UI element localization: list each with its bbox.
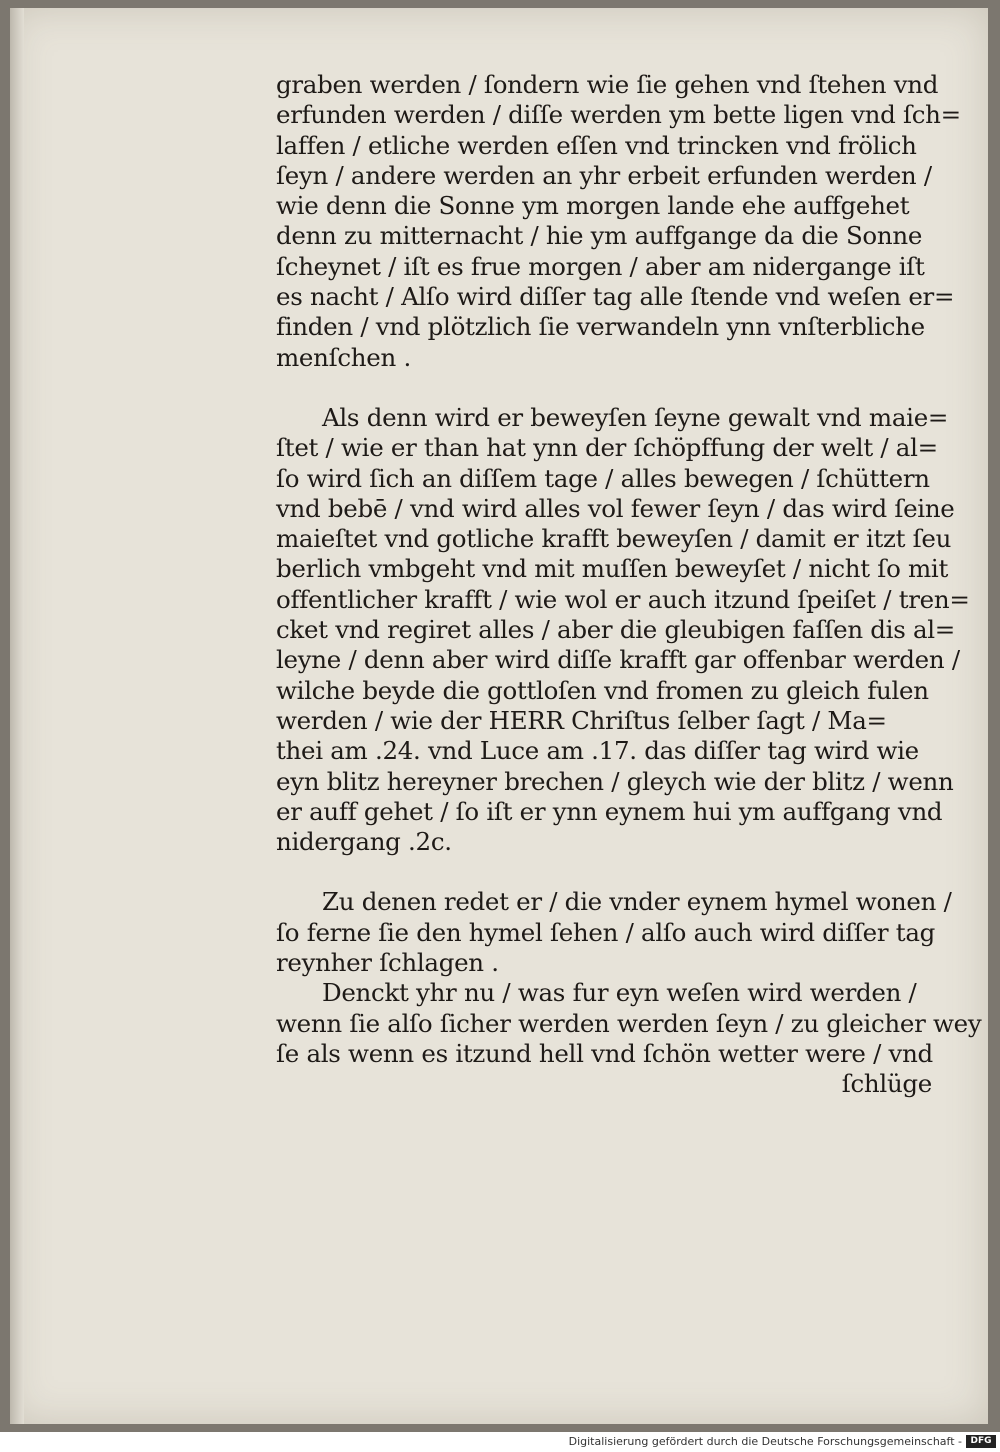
- text-line: ſcheynet / iſt es frue morgen / aber am nidergange iſt: [276, 251, 925, 281]
- text-line: denn zu mitternacht / hie ym auffgange da die Sonne: [276, 221, 923, 251]
- text-line: menſchen .: [276, 342, 411, 372]
- text-line: wilche beyde die gottloſen vnd fromen zu gleich fulen: [276, 675, 929, 705]
- text-line: laffen / etliche werden eſſen vnd trincken vnd frölich: [276, 130, 917, 160]
- paragraph-3: [276, 887, 952, 978]
- text-line: werden / wie der HERR Chriſtus ſelber ſagt / Ma=: [276, 705, 887, 735]
- paragraph-4: [276, 978, 982, 1069]
- text-line: finden / vnd plötzlich ſie verwandeln ynn vnſterbliche: [276, 312, 925, 342]
- text-line: wenn ſie alſo ſicher werden werden ſeyn / zu gleicher wey: [276, 1008, 982, 1038]
- text-line: ſo wird ſich an diſſem tage / alles bewegen / ſchüttern: [276, 463, 930, 493]
- text-line: Als denn wird er beweyſen ſeyne gewalt vnd maie=: [322, 402, 949, 432]
- page-text-block: [276, 70, 982, 1100]
- text-line: ſo ferne ſie den hymel ſehen / alſo auch wird diſſer tag: [276, 917, 936, 947]
- text-line: cket vnd regiret alles / aber die gleubigen faſſen dis al=: [276, 615, 956, 645]
- text-line: Zu denen redet er / die vnder eynem hymel wonen /: [322, 887, 952, 917]
- text-line: er auff gehet / ſo iſt er ynn eynem hui ym auffgang vnd: [276, 796, 943, 826]
- text-line: es nacht / Alſo wird diſſer tag alle ſtende vnd weſen er=: [276, 282, 955, 312]
- text-line: ſe als wenn es itzund hell vnd ſchön wetter were / vnd: [276, 1038, 933, 1068]
- funding-notice: Digitalisierung gefördert durch die Deutsche Forschungsgemeinschaft -: [568, 1435, 962, 1448]
- text-line: Denckt yhr nu / was fur eyn weſen wird werden /: [322, 978, 917, 1008]
- text-line: maieſtet vnd gotliche krafft beweyſen / damit er itzt ſeu: [276, 524, 952, 554]
- paragraph-gap: [276, 857, 936, 887]
- paragraph-1: [276, 70, 961, 373]
- text-line: erfunden werden / diſſe werden ym bette ligen vnd ſch=: [276, 100, 961, 130]
- text-line: reynher ſchlagen .: [276, 948, 499, 978]
- paragraph-gap: [276, 373, 936, 403]
- dfg-logo-icon: DFG: [966, 1435, 996, 1448]
- text-line: graben werden / ſondern wie ſie gehen vnd ſtehen vnd: [276, 70, 939, 99]
- text-line: offentlicher krafft / wie wol er auch itzund ſpeiſet / tren=: [276, 584, 970, 614]
- text-line: leyne / denn aber wird diſſe krafft gar offenbar werden /: [276, 645, 960, 675]
- paragraph-2: [276, 402, 970, 857]
- footer-bar: [0, 1432, 1000, 1452]
- text-line: eyn blitz hereyner brechen / gleych wie der blitz / wenn: [276, 766, 954, 796]
- text-line: thei am .24. vnd Luce am .17. das diſſer tag wird wie: [276, 736, 919, 766]
- text-line: ſeyn / andere werden an yhr erbeit erfunden werden /: [276, 160, 932, 190]
- text-line: ſtet / wie er than hat ynn der ſchöpffung der welt / al=: [276, 433, 938, 463]
- text-line: vnd bebē / vnd wird alles vol fewer ſeyn / das wird ſeine: [276, 493, 955, 523]
- text-line: wie denn die Sonne ym morgen lande ehe auffgehet: [276, 191, 910, 221]
- page-gutter-shadow: [10, 8, 24, 1424]
- text-line: berlich vmbgeht vnd mit muſſen beweyſet / nicht ſo mit: [276, 554, 949, 584]
- text-line: nidergang .2c.: [276, 827, 452, 857]
- catchword: ſchlüge: [841, 1069, 932, 1099]
